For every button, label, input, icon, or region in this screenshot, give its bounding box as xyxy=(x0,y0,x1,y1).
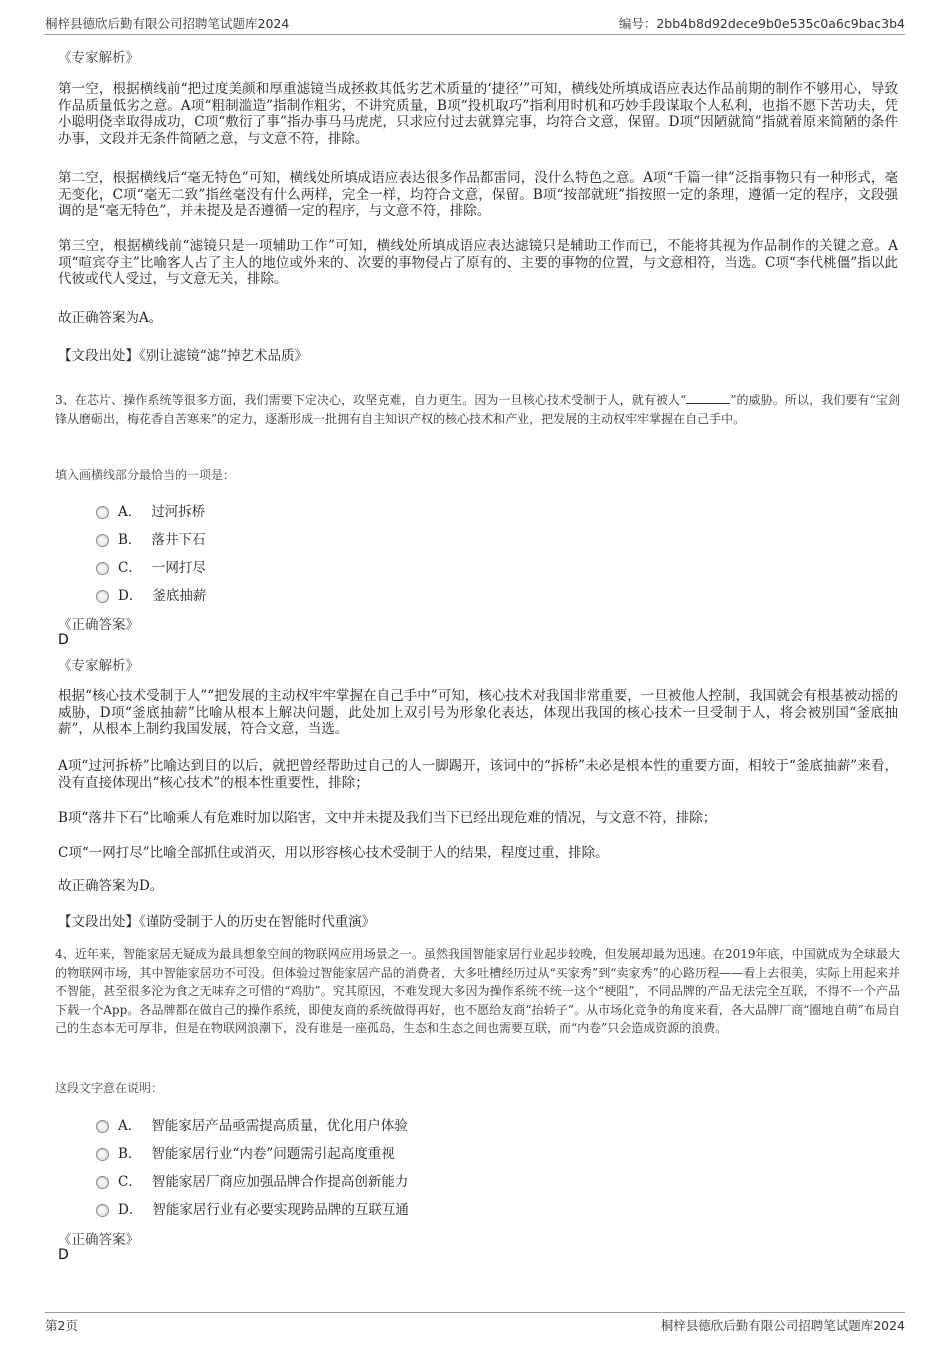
q2-conclusion: 故正确答案为A。 xyxy=(58,310,163,326)
q3-blank xyxy=(686,392,730,404)
radio-icon[interactable] xyxy=(96,534,109,547)
radio-icon[interactable] xyxy=(96,1204,109,1217)
option-text: 一网打尽 xyxy=(151,560,206,576)
option-text: 釜底抽薪 xyxy=(152,588,207,604)
q2-analysis-paragraph-1: 第一空，根据横线前“把过度美颜和厚重滤镜当成拯救其低劣艺术质量的‘捷径’”可知，横线处所填成语应表达作品前期的制作不够用心，导致作品质量低劣之意。A项“粗制滥造”指制作粗劣，不讲究质量，B项“投机取巧”指利用时机和巧妙手段谋取个人私利，也指不愿下苦功夫，凭小聪明侥幸取得成功，C项“敷衍了事”指办事马马虎虎，只求应付过去就算完事，均符合文意，保留。D项“因陋就简”指就着原来简陋的条件办事，文段并无条件简陋之意，与文意不符，排除。 xyxy=(58,81,898,147)
q4-question-text: 4、近年来，智能家居无疑成为最具想象空间的物联网应用场景之一。虽然我国智能家居行业起步较晚，但发展却最为迅速。在2019年底，中国就成为全球最大的物联网市场，其中智能家居功不可没。但体验过智能家居产品的消费者，大多吐槽经历过从“买家秀”到“卖家秀”的心路历程——看上去很美，实际上用起来并不智能，甚至很多沦为食之无味弃之可惜的“鸡肋”。究其原因，不难发现大多因为操作系统不统一这个“梗阻”，不同品牌的产品无法完全互联，不得不一个产品下载一个App。各品牌都在做自己的操作系统，即使友商的系统做得再好，也不愿给友商“抬轿子”。从市场化竞争的角度来看，各大品牌厂商“圈地自萌”布局自己的生态本无可厚非，但是在物联网浪潮下，没有谁是一座孤岛，生态和生态之间也需要互联，而“内卷”只会造成资源的浪费。 xyxy=(55,947,900,1035)
option-letter: C． xyxy=(118,1174,142,1190)
option-text: 智能家居产品亟需提高质量，优化用户体验 xyxy=(151,1118,408,1134)
page-number: 第2页 xyxy=(45,1318,78,1333)
q3-answer: D xyxy=(58,632,69,648)
radio-icon[interactable] xyxy=(96,562,109,575)
option-text: 过河拆桥 xyxy=(151,504,206,520)
q3-analysis-paragraph-2: A项“过河拆桥”比喻达到目的以后，就把曾经帮助过自己的人一脚踢开，该词中的“拆桥”未必是根本性的重要方面，相较于“釜底抽薪”来看，没有直接体现出“核心技术”的根本性重要性，排除； xyxy=(58,758,898,791)
option-letter: D． xyxy=(118,588,143,604)
option-text: 智能家居行业有必要实现跨品牌的互联互通 xyxy=(152,1202,409,1218)
option-text: 智能家居厂商应加强品牌合作提高创新能力 xyxy=(151,1174,409,1190)
radio-icon[interactable] xyxy=(96,1148,109,1161)
option-text: 智能家居行业“内卷”问题需引起高度重视 xyxy=(151,1146,395,1162)
q2-analysis-paragraph-2: 第二空，根据横线后“毫无特色”可知，横线处所填成语应表达很多作品都雷同，没什么特色之意。A项“千篇一律”泛指事物只有一种形式，毫无变化，C项“毫无二致”指丝毫没有什么两样，完全一样，均符合文意，保留。B项“按部就班”指按照一定的条理，遵循一定的程序，文段强调的是“毫无特色”，并未提及是否遵循一定的程序，与文意不符，排除。 xyxy=(58,170,898,219)
footer-title: 桐梓县德欣后勤有限公司招聘笔试题库2024 xyxy=(660,1318,905,1333)
q2-analysis-label: 《专家解析》 xyxy=(58,50,139,66)
q4-prompt: 这段文字意在说明： xyxy=(55,1081,164,1095)
option-text: 落井下石 xyxy=(151,532,206,548)
q3-source: 【文段出处】《谨防受制于人的历史在智能时代重演》 xyxy=(58,914,376,930)
radio-icon[interactable] xyxy=(96,590,109,603)
q4-answer-label: 《正确答案》 xyxy=(58,1232,139,1248)
q3-option-d[interactable] xyxy=(96,584,206,604)
radio-icon[interactable] xyxy=(96,1176,109,1189)
q3-conclusion: 故正确答案为D。 xyxy=(58,878,164,894)
q4-option-c[interactable] xyxy=(96,1170,408,1190)
q2-source: 【文段出处】《别让滤镜“滤”掉艺术品质》 xyxy=(58,348,309,364)
page-header xyxy=(45,14,905,35)
option-letter: B． xyxy=(118,532,142,548)
q3-question-text xyxy=(55,391,900,428)
q4-option-b[interactable] xyxy=(96,1142,395,1162)
option-letter: D． xyxy=(118,1202,143,1218)
q3-option-a[interactable] xyxy=(96,500,205,520)
radio-icon[interactable] xyxy=(96,506,109,519)
q4-option-d[interactable] xyxy=(96,1198,409,1218)
q4-option-a[interactable] xyxy=(96,1114,408,1134)
q3-text-after: ”的威胁。所以，我们要有“宝剑锋从磨砺出，梅花香自苦寒来”的定力，逐渐形成一批拥有自主知识产权的核心技术和产业，把发展的主动权牢牢掌握在自己手中。 xyxy=(55,393,900,426)
q3-analysis-label: 《专家解析》 xyxy=(58,658,139,674)
q3-analysis-paragraph-4: C项“一网打尽”比喻全部抓住或消灭，用以形容核心技术受制于人的结果，程度过重，排除。 xyxy=(58,845,609,861)
header-serial-number: 编号：2bb4b8d92dece9b0e535c0a6c9bac3b4 xyxy=(618,16,905,31)
header-title: 桐梓县德欣后勤有限公司招聘笔试题库2024 xyxy=(45,16,290,31)
option-letter: C． xyxy=(118,560,142,576)
q3-option-b[interactable] xyxy=(96,528,205,548)
q3-prompt: 填入画横线部分最恰当的一项是： xyxy=(55,468,236,482)
option-letter: A． xyxy=(118,504,142,520)
q2-analysis-paragraph-3: 第三空，根据横线前“滤镜只是一项辅助工作”可知，横线处所填成语应表达滤镜只是辅助工作而已，不能将其视为作品制作的关键之意。A项“喧宾夺主”比喻客人占了主人的地位或外来的、次要的事物侵占了原有的、主要的事物的位置，与文意相符，当选。C项“李代桃僵”指以此代彼或代人受过，与文意无关，排除。 xyxy=(58,238,898,287)
q3-text-before: 3、在芯片、操作系统等很多方面，我们需要下定决心，攻坚克难，自力更生。因为一旦核心技术受制于人，就有被人“ xyxy=(55,393,687,407)
q3-answer-label: 《正确答案》 xyxy=(58,617,139,633)
radio-icon[interactable] xyxy=(96,1120,109,1133)
page-footer xyxy=(45,1312,905,1337)
q3-option-c[interactable] xyxy=(96,556,206,576)
q4-answer: D xyxy=(58,1247,69,1263)
q3-analysis-paragraph-1: 根据“核心技术受制于人”“把发展的主动权牢牢掌握在自己手中”可知，核心技术对我国非常重要，一旦被他人控制，我国就会有根基被动摇的威胁，D项“釜底抽薪”比喻从根本上解决问题，此处加上双引号为形象化表达，体现出我国的核心技术一旦受制于人，将会被别国“釜底抽薪”，从根本上制约我国发展，符合文意，当选。 xyxy=(58,688,898,737)
option-letter: B． xyxy=(118,1146,142,1162)
option-letter: A． xyxy=(118,1118,142,1134)
q3-analysis-paragraph-3: B项“落井下石”比喻乘人有危难时加以陷害，文中并未提及我们当下已经出现危难的情况，与文意不符，排除； xyxy=(58,810,717,826)
